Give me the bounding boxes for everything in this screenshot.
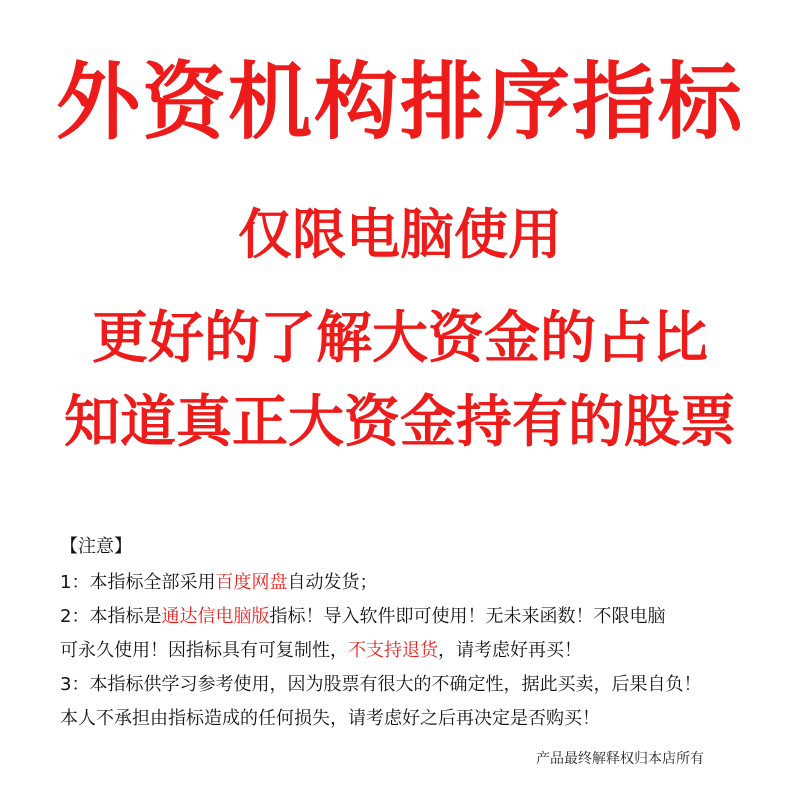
- notice-item-1-highlight: 百度网盘: [215, 572, 288, 593]
- notice-item-2b-prefix: 可永久使用！因指标具有可复制性，: [60, 640, 348, 661]
- notice-item-2-line-2: [60, 634, 760, 668]
- notice-item-2-highlight: 通达信电脑版: [161, 606, 270, 627]
- notice-heading: 【注意】: [60, 536, 132, 557]
- no-refund-highlight: 不支持退货: [348, 640, 438, 661]
- footer-disclaimer: 产品最终解释权归本店所有: [536, 751, 704, 767]
- notice-item-2-prefix: 2：本指标是: [60, 606, 162, 627]
- notice-item-1-suffix: 自动发货；: [287, 572, 378, 593]
- fund-ratio-subtitle: 更好的了解大资金的占比: [92, 306, 708, 371]
- notice-item-1-prefix: 1：本指标全部采用: [60, 572, 216, 593]
- notice-item-2-line-1: [60, 600, 760, 634]
- poster-title: 外资机构排序指标: [55, 53, 744, 151]
- notice-section: [60, 532, 760, 736]
- notice-item-2b-suffix: ，请考虑好再买！: [438, 640, 582, 661]
- notice-item-3-line-2: 本人不承担由指标造成的任何损失，请考虑好之后再决定是否购买！: [60, 708, 600, 729]
- notice-item-3-line-1: 3：本指标供学习参考使用，因为股票有很大的不确定性，据此买卖，后果自负！: [60, 674, 702, 695]
- notice-item-1: [60, 566, 760, 600]
- pc-only-subtitle: 仅限电脑使用: [238, 203, 562, 266]
- holdings-subtitle: 知道真正大资金持有的股票: [64, 390, 736, 455]
- notice-item-2-suffix: 指标！导入软件即可使用！无未来函数！不限电脑: [269, 606, 666, 627]
